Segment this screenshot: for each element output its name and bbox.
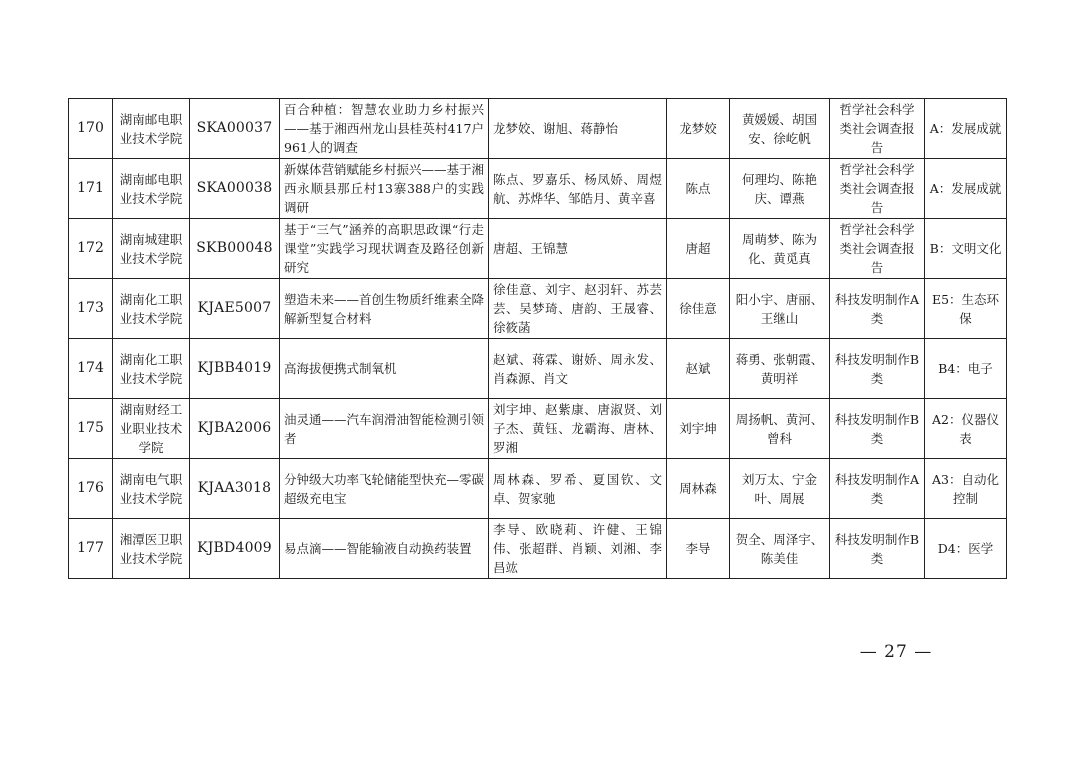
cell-group: B：文明文化 [925,219,1007,279]
table-row [69,459,1007,519]
cell-number: 175 [69,399,113,459]
cell-category: 科技发明制作B类 [830,519,925,579]
cell-members: 周林森、罗希、夏国钦、文卓、贺家驰 [489,459,667,519]
cell-project-code: SKB00048 [190,219,280,279]
table-row [69,159,1007,219]
cell-number: 170 [69,99,113,159]
cell-project-title: 油灵通——汽车润滑油智能检测引领者 [280,399,489,459]
cell-project-title: 百合种植：智慧农业助力乡村振兴——基于湘西州龙山县桂英村417户961人的调查 [280,99,489,159]
cell-number: 176 [69,459,113,519]
cell-leader: 唐超 [667,219,730,279]
cell-leader: 周林森 [667,459,730,519]
cell-group: E5：生态环保 [925,279,1007,339]
table-body [69,99,1007,579]
cell-project-code: KJBD4009 [190,519,280,579]
cell-project-code: KJAE5007 [190,279,280,339]
cell-leader: 陈点 [667,159,730,219]
cell-leader: 赵斌 [667,339,730,399]
cell-number: 177 [69,519,113,579]
cell-group: A3：自动化控制 [925,459,1007,519]
cell-leader: 龙梦姣 [667,99,730,159]
cell-members: 李导、欧晓莉、许健、王锦伟、张超群、肖颖、刘湘、李昌竑 [489,519,667,579]
cell-project-title: 高海拔便携式制氧机 [280,339,489,399]
cell-category: 科技发明制作B类 [830,339,925,399]
cell-leader: 徐佳意 [667,279,730,339]
cell-members: 刘宇坤、赵紫康、唐淑贤、刘子杰、黄钰、龙霸海、唐林、罗湘 [489,399,667,459]
cell-school: 湖南化工职业技术学院 [113,339,190,399]
cell-project-title: 基于“三气”涵养的高职思政课“行走课堂”实践学习现状调查及路径创新研究 [280,219,489,279]
cell-project-title: 新媒体营销赋能乡村振兴——基于湘西永顺县那丘村13寨388户的实践调研 [280,159,489,219]
award-table [68,98,1007,579]
cell-school: 湖南邮电职业技术学院 [113,99,190,159]
cell-group: B4：电子 [925,339,1007,399]
cell-project-title: 易点滴——智能输液自动换药装置 [280,519,489,579]
cell-school: 湖南城建职业技术学院 [113,219,190,279]
cell-category: 哲学社会科学类社会调查报告 [830,219,925,279]
cell-project-code: KJAA3018 [190,459,280,519]
cell-advisors: 何理均、陈艳庆、谭燕 [730,159,830,219]
cell-advisors: 蒋勇、张朝霞、黄明祥 [730,339,830,399]
table-row [69,279,1007,339]
table-row [69,519,1007,579]
cell-advisors: 刘万太、宁金叶、周展 [730,459,830,519]
table-row [69,219,1007,279]
cell-category: 科技发明制作B类 [830,399,925,459]
cell-project-code: KJBA2006 [190,399,280,459]
cell-members: 徐佳意、刘宇、赵羽轩、苏芸芸、吴梦琦、唐韵、王晟睿、徐筱菡 [489,279,667,339]
cell-school: 湖南电气职业技术学院 [113,459,190,519]
table-row [69,99,1007,159]
cell-group: D4：医学 [925,519,1007,579]
cell-project-code: KJBB4019 [190,339,280,399]
cell-advisors: 周扬帆、黄河、曾科 [730,399,830,459]
cell-school: 湖南财经工业职业技术学院 [113,399,190,459]
cell-number: 171 [69,159,113,219]
cell-category: 哲学社会科学类社会调查报告 [830,99,925,159]
cell-school: 湖南化工职业技术学院 [113,279,190,339]
cell-group: A：发展成就 [925,99,1007,159]
cell-members: 陈点、罗嘉乐、杨凤娇、周煜航、苏烨华、邹皓月、黄辛喜 [489,159,667,219]
table-row [69,339,1007,399]
cell-number: 172 [69,219,113,279]
page-number: — 27 — [859,642,933,662]
cell-group: A：发展成就 [925,159,1007,219]
cell-category: 科技发明制作A类 [830,459,925,519]
cell-members: 龙梦姣、谢旭、蒋静怡 [489,99,667,159]
table-row [69,399,1007,459]
cell-category: 科技发明制作A类 [830,279,925,339]
cell-number: 174 [69,339,113,399]
cell-leader: 刘宇坤 [667,399,730,459]
cell-school: 湖南邮电职业技术学院 [113,159,190,219]
cell-project-title: 塑造未来——首创生物质纤维素全降解新型复合材料 [280,279,489,339]
cell-members: 唐超、王锦慧 [489,219,667,279]
cell-project-code: SKA00038 [190,159,280,219]
cell-leader: 李导 [667,519,730,579]
cell-number: 173 [69,279,113,339]
cell-project-title: 分钟级大功率飞轮储能型快充—零碳超级充电宝 [280,459,489,519]
cell-advisors: 贺全、周泽宇、陈美佳 [730,519,830,579]
cell-advisors: 阳小宇、唐丽、王继山 [730,279,830,339]
cell-group: A2：仪器仪表 [925,399,1007,459]
cell-project-code: SKA00037 [190,99,280,159]
cell-advisors: 黄媛媛、胡国安、徐屹帆 [730,99,830,159]
cell-category: 哲学社会科学类社会调查报告 [830,159,925,219]
cell-advisors: 周萌梦、陈为化、黄觅真 [730,219,830,279]
cell-members: 赵斌、蒋霖、谢娇、周永发、肖森源、肖文 [489,339,667,399]
cell-school: 湘潭医卫职业技术学院 [113,519,190,579]
